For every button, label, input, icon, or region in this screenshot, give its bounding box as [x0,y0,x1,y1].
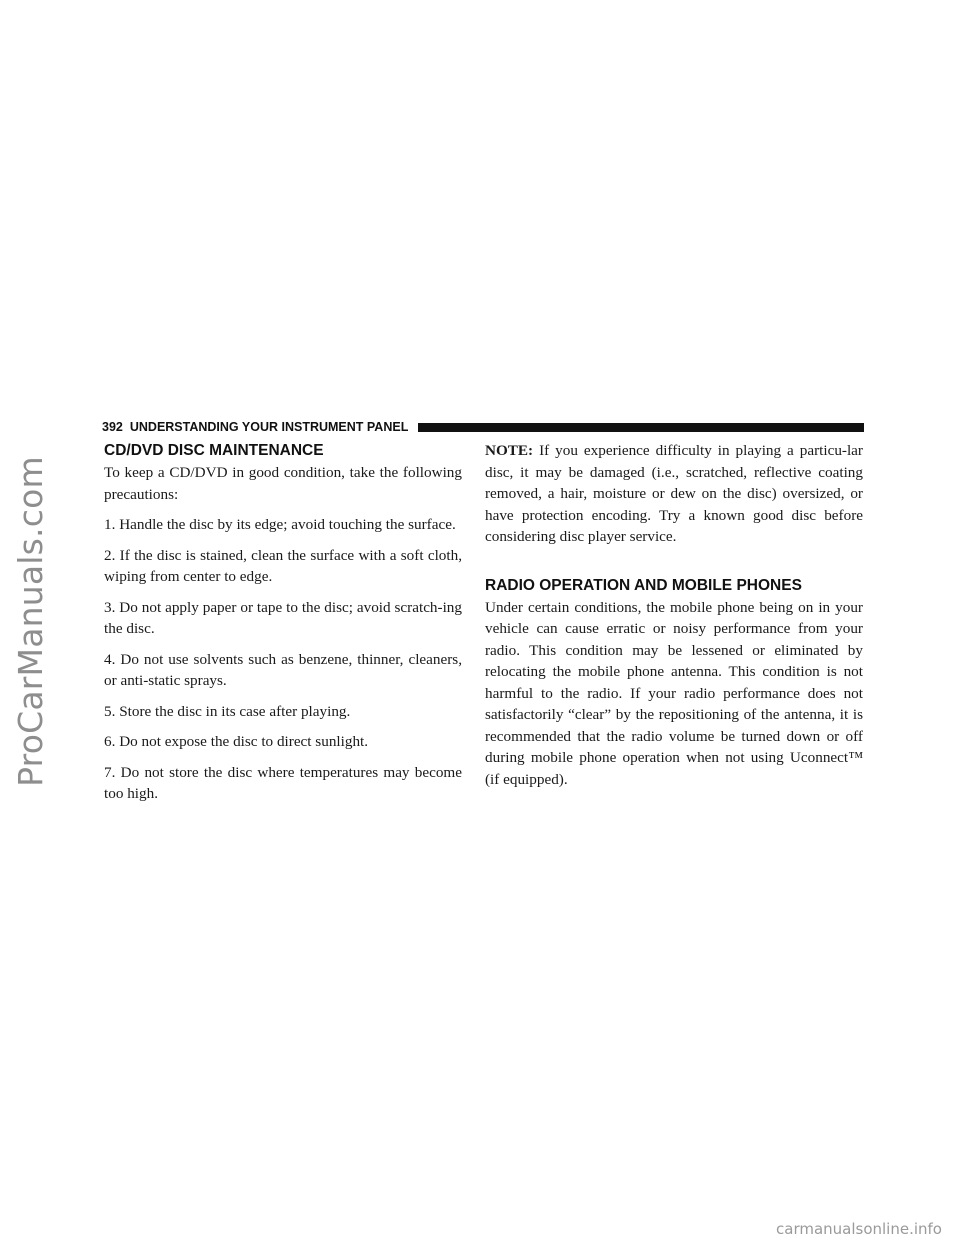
note-text: If you experience difficulty in playing a particu-lar disc, it may be damaged (i.e., scratched, reflective coating removed, a hair, moisture or dew on the disc) oversized, or have protection encoding. Try a known good disc before considering disc player service. [485,442,863,545]
list-item: 6. Do not expose the disc to direct sunlight. [104,733,369,750]
spacer [485,557,863,575]
section-title: UNDERSTANDING YOUR INSTRUMENT PANEL [129,420,409,434]
list-item: 7. Do not store the disc where temperatures may become too high. [104,763,462,802]
bottom-watermark: carmanualsonline.info [776,1220,942,1238]
list-item: 2. If the disc is stained, clean the surface with a soft cloth, wiping from center to edge. [104,546,462,585]
list-item: 5. Store the disc in its case after playing. [104,702,351,720]
note-label: NOTE: [485,442,534,459]
left-column [104,440,462,814]
list-item: 4. Do not use solvents such as benzene, thinner, cleaners, or anti-static sprays. [104,650,462,689]
disc-maintenance-heading: CD/DVD DISC MAINTENANCE [104,442,324,459]
header-rule [418,423,864,432]
right-column [485,440,863,799]
list-item: 3. Do not apply paper or tape to the disc; avoid scratch-ing the disc. [104,598,462,637]
page-number: 392 [102,420,123,434]
radio-heading: RADIO OPERATION AND MOBILE PHONES [485,576,802,594]
side-watermark-text: ProCarManuals.com [10,455,50,787]
radio-paragraph: Under certain conditions, the mobile phone being on in your vehicle can cause erratic or noisy performance from your radio. This condition may be lessened or eliminated by relocating the mobile phone antenna. This condition is not harmful to the radio. If your radio performance does not satisfactorily “clear” by the repositioning of the antenna, it is recommended that the radio volume be turned down or off during mobile phone operation when not using Uconnect™ (if equipped). [485,598,863,788]
note-paragraph [485,440,863,548]
page-header [102,420,864,434]
intro-paragraph: To keep a CD/DVD in good condition, take the following precautions: [104,464,462,503]
list-item: 1. Handle the disc by its edge; avoid touching the surface. [104,516,456,533]
side-watermark [0,0,60,1242]
